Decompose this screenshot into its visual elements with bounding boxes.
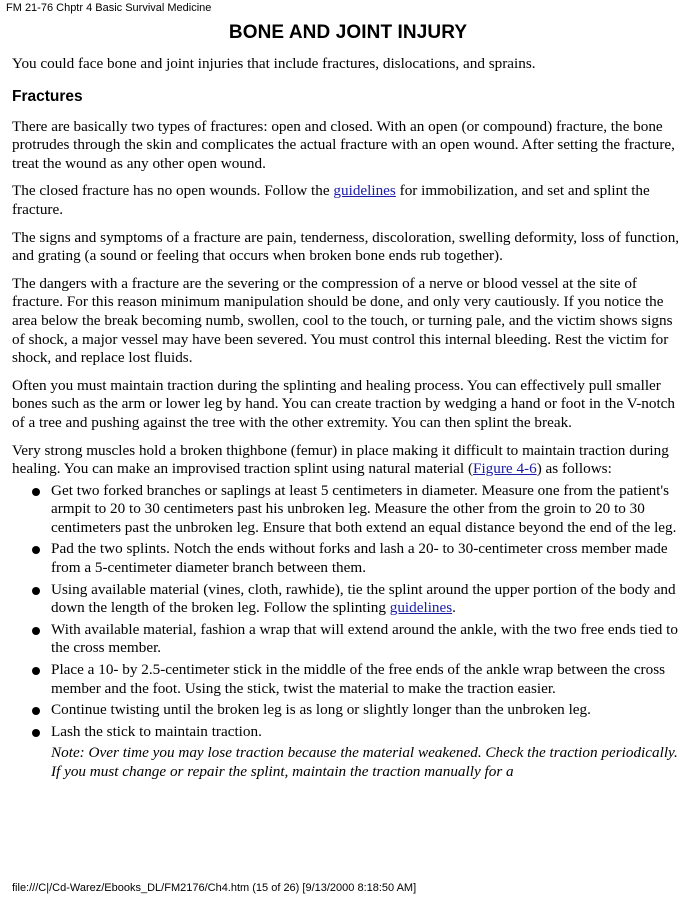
bullet-icon bbox=[32, 707, 40, 715]
paragraph-dangers: The dangers with a fracture are the severing or the compression of a nerve or blood vessel at the site of fracture. For this reason minimum manipulation should be done, and only very cautiously. If you notice the area below the break becoming numb, swollen, cool to the touch, or turning pale, and the victim shows signs of shock, a major vessel may have been severed. You must control this internal bleeding. Rest the victim for shock, and replace lost fluids. bbox=[12, 274, 673, 367]
bullet-icon bbox=[32, 627, 40, 635]
list-item bbox=[12, 701, 684, 720]
page-footer-url: file:///C|/Cd-Warez/Ebooks_DL/FM2176/Ch4.htm (15 of 26) [9/13/2000 8:18:50 AM] bbox=[12, 882, 417, 894]
list-item-text: Place a 10- by 2.5-centimeter stick in the middle of the free ends of the ankle wrap between the cross member and the foot. Using the stick, twist the material to make the traction easier. bbox=[51, 661, 666, 697]
list-item bbox=[12, 482, 684, 538]
list-item bbox=[12, 661, 684, 698]
paragraph-text: The closed fracture has no open wounds. Follow the bbox=[12, 182, 334, 200]
list-item-text: Using available material (vines, cloth, rawhide), tie the splint around the upper portion of the body and down the length of the broken leg. Follow the splinting bbox=[51, 580, 676, 617]
list-item bbox=[12, 540, 684, 577]
traction-splint-steps-list bbox=[12, 482, 684, 742]
list-item bbox=[12, 621, 684, 658]
bullet-icon bbox=[32, 667, 40, 675]
bullet-icon bbox=[32, 729, 40, 737]
paragraph-fracture-types: There are basically two types of fractures: open and closed. With an open (or compound) fracture, the bone protrudes through the skin and complicates the actual fracture with an open wound. After setting the fracture, treat the wound as any other open wound. bbox=[12, 117, 675, 172]
list-item bbox=[12, 723, 684, 742]
list-item-text: Pad the two splints. Notch the ends without forks and lash a 20- to 30-centimeter cross member made from a 5-centimeter diameter branch between them. bbox=[51, 540, 668, 577]
traction-note: Note: Over time you may lose traction because the material weakened. Check the traction periodically. If you must change or repair the splint, maintain the traction manually for a bbox=[51, 744, 678, 780]
list-item bbox=[12, 581, 684, 618]
paragraph-closed-fracture bbox=[12, 182, 684, 219]
bullet-icon bbox=[32, 488, 40, 496]
figure-4-6-link[interactable]: Figure 4-6 bbox=[473, 460, 537, 478]
paragraph-text: Very strong muscles hold a broken thighbone (femur) in place making it difficult to maintain traction during healing. You can make an improvised traction splint using natural material ( bbox=[12, 441, 669, 478]
list-item-text: Lash the stick to maintain traction. bbox=[51, 722, 262, 740]
list-item-text: With available material, fashion a wrap that will extend around the ankle, with the two free ends tied to the cross member. bbox=[51, 620, 678, 657]
page-header: FM 21-76 Chptr 4 Basic Survival Medicine bbox=[6, 2, 212, 14]
list-item-text: Continue twisting until the broken leg is as long or slightly longer than the unbroken leg. bbox=[51, 701, 591, 719]
section-heading-fractures: Fractures bbox=[12, 87, 83, 105]
paragraph-text: ) as follows: bbox=[536, 460, 612, 478]
splinting-guidelines-link[interactable]: guidelines bbox=[389, 599, 453, 617]
bullet-icon bbox=[32, 587, 40, 595]
page-title: BONE AND JOINT INJURY bbox=[228, 22, 468, 43]
intro-paragraph: You could face bone and joint injuries that include fractures, dislocations, and sprains. bbox=[12, 55, 536, 72]
paragraph-femur bbox=[12, 442, 684, 479]
guidelines-link[interactable]: guidelines bbox=[333, 182, 396, 200]
document-content bbox=[12, 19, 684, 782]
list-item-text: . bbox=[452, 599, 456, 617]
paragraph-traction: Often you must maintain traction during the splinting and healing process. You can effectively pull smaller bones such as the arm or lower leg by hand. You can create traction by wedging a hand or foot in the V-notch of a tree and pushing against the tree with the other extremity. You can then splint the break. bbox=[12, 376, 676, 431]
bullet-icon bbox=[32, 546, 40, 554]
list-item-text: Get two forked branches or saplings at least 5 centimeters in diameter. Measure one from the patient's armpit to 20 to 30 centimeters past his unbroken leg. Measure the other from the groin to 20 to 30 centimeters past the unbroken leg. Ensure that both extend an equal distance beyond the end of the leg. bbox=[51, 481, 677, 536]
paragraph-text: for immobilization, and set and splint the fracture. bbox=[12, 182, 650, 218]
paragraph-signs-symptoms: The signs and symptoms of a fracture are pain, tenderness, discoloration, swelling deformity, loss of function, and grating (a sound or feeling that occurs when broken bone ends rub together). bbox=[12, 228, 680, 265]
